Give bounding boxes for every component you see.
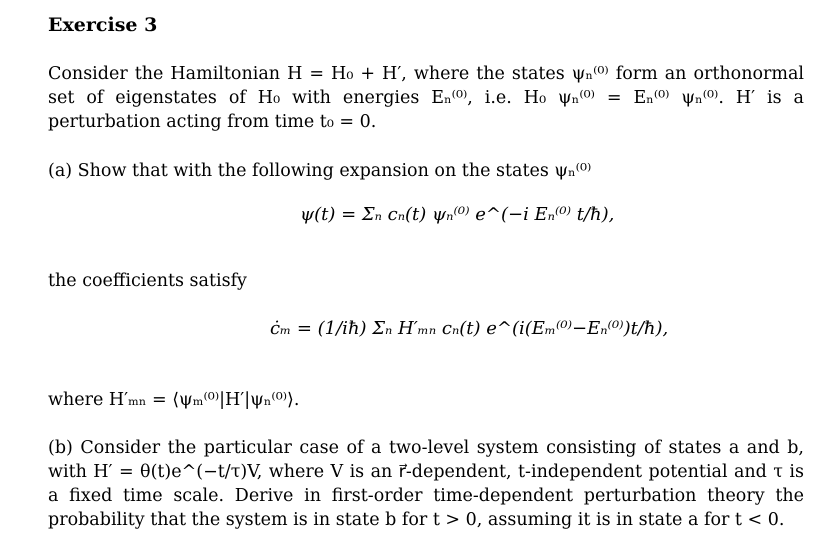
coefficient-equation: ċₘ = (1/iħ) Σₙ H′ₘₙ cₙ(t) e^(i(Eₘ⁽⁰⁾−Eₙ⁽⁰⁾)t/ħ), xyxy=(270,318,669,339)
intro-paragraph: Consider the Hamiltonian H = H₀ + H′, where the states ψₙ⁽⁰⁾ form an orthonormal set of eigenstates of H₀ with energies Eₙ⁽⁰⁾, i.e. H₀ ψₙ⁽⁰⁾ = Eₙ⁽⁰⁾ ψₙ⁽⁰⁾. H′ is a perturbation acting from time t₀ = 0. xyxy=(48,64,804,132)
exercise-title: Exercise 3 xyxy=(48,14,158,36)
matrix-element-definition: where H′ₘₙ = ⟨ψₘ⁽⁰⁾|H′|ψₙ⁽⁰⁾⟩. xyxy=(48,390,300,410)
part-b-paragraph: (b) Consider the particular case of a two-level system consisting of states a and b, with H′ = θ(t)e^(−t/τ)V, where V is an r⃗-dependent, t-independent potential and τ is a fixed time scale. Derive in first-order time-dependent perturbation theory the probability that the system is in state b for t > 0, assuming it is in state a for t < 0. xyxy=(48,438,804,530)
coefficients-text: the coefficients satisfy xyxy=(48,271,247,291)
expansion-equation: ψ(t) = Σₙ cₙ(t) ψₙ⁽⁰⁾ e^(−i Eₙ⁽⁰⁾ t/ħ), xyxy=(300,204,615,225)
part-a-intro: (a) Show that with the following expansion on the states ψₙ⁽⁰⁾ xyxy=(48,161,592,181)
